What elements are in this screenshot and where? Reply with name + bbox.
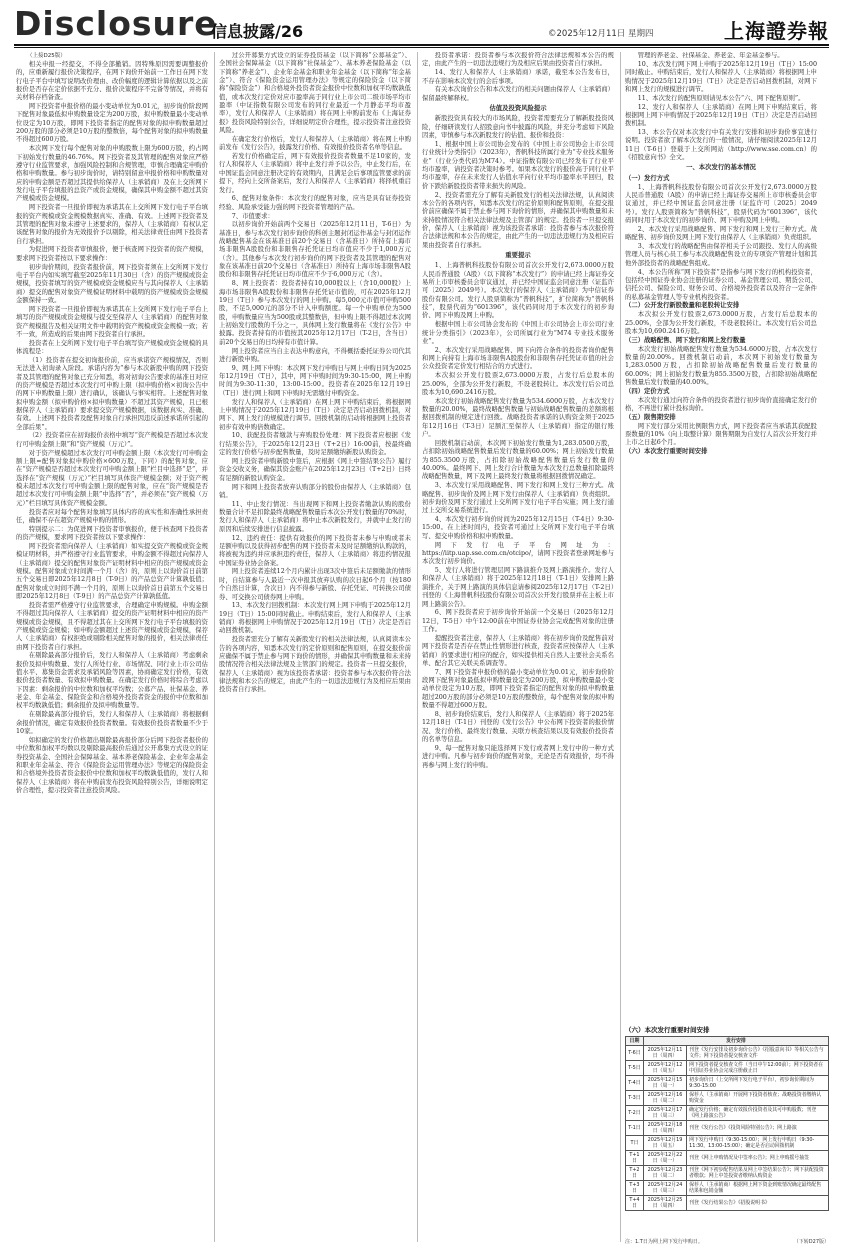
table-cell-date: 2025年12月17日（周三） — [643, 1106, 686, 1121]
paragraph: 10、本次发行网下网上申购于2025年12月19日（T日）15:00同时截止。申购结束后，发行人和保荐人（主承销商）将根据网上申购情况于2025年12月19日（T日）决定是否启动回拨机制，对网下和网上发行的规模进行调节。 — [625, 60, 817, 93]
table-cell-day: T-3日 — [626, 1091, 644, 1106]
paragraph: 网下投资者需向保荐人（主承销商）如实提交资产规模或资金规模证明材料，并严格遵守行业监管要求，申购金额不得超过向保荐人（主承销商）提交的配售对象资产证明材料中相应的资产规模或资金规模。配售对象成立时间满一个月（含）的，原则上以询价首日前第五个交易日即2025年12月8日（T-9日）的产品总资产计算孰低值；配售对象成立时间不满一个月的，原则上以询价首日前第五个交易日即2025年12月8日（T-9日）的产品总资产计算孰低值。 — [16, 542, 208, 600]
paragraph: 2、本次发行采用战略配售、网下发行和网上发行三种方式。战略配售、初步询价及网上网下发行由保荐人（主承销商）负责组织。 — [625, 225, 817, 242]
paragraph: 网下投资者一旦报价即视为承诺其在上交所网下发行电子平台填报的资产规模或资金规模数据真实、准确、有效。上述网下投资者及其管理的配售对象未遵守上述要求的，保荐人（主承销商）有权认定该配售对象的报价为无效报价予以剔除，相关法律责任由网下投资者自行承担。 — [16, 204, 208, 245]
table-header-row — [626, 1037, 829, 1046]
paragraph: 6、配售对象条件：本次发行的配售对象，应当是具有证券投资经验、风险承受能力强的网下投资者管理的产品。 — [219, 195, 411, 211]
table-cell-date: 2025年12月22日（周一） — [643, 1151, 686, 1166]
brand-title: Disclosure — [14, 4, 218, 43]
paragraph: 6、网下投资者应于初步询价开始前一个交易日（2025年12月12日，T-5日）中午12:00前在中国证券业协会完成配售对象的注册工作。 — [422, 609, 614, 634]
issue-date: ©2025年12月11日 星期四 — [548, 29, 654, 39]
column-divider — [620, 52, 621, 1242]
table-cell-plan: 网下投资者提交核查文件（当日中午12:00前）；网下投资者在中国证券业协会完成注册截止日 — [687, 1061, 829, 1076]
table-row — [626, 1196, 829, 1211]
footnote: 注：1.T日为网上网下发行申购日。 — [625, 1239, 703, 1245]
paragraph: 根据中国上市公司协会发布的《中国上市公司协会上市公司行业统计分类指引》（2023年），公司所属行业为“M74 专业技术服务业”。 — [422, 321, 614, 345]
paragraph: 在剔除最高部分报价后，发行人和保荐人（主承销商）将根据剩余报价情况，确定有效报价投资者数量。有效报价投资者数量不少于10家。 — [16, 711, 208, 735]
table-row — [626, 1106, 829, 1121]
paragraph: 若发行价格确定后，网下有效报价投资者数量不足10家的，发行人和保荐人（主承销商）将中止发行并予以公告，中止发行后，在中国证监会同意注册决定的有效期内，且满足会后事项监管要求的前提下，经向上交所备案后，发行人和保荐人（主承销商）将择机重启发行。 — [219, 153, 411, 194]
table-cell-plan: 刊登《网上申购情况及中签率公告》；网上申购摇号抽签 — [687, 1151, 829, 1166]
paragraph: 提醒投资者注意，保荐人（主承销商）将在初步询价及配售前对网下投资者是否存在禁止性情形进行核查，投资者应按保荐人（主承销商）的要求进行相应的配合，如实提供相关自然人主要社会关系名单、配合其它关联关系调查等。 — [422, 634, 614, 667]
table-cell-plan: 刊登《发行结果公告》《招股说明书》 — [687, 1196, 829, 1211]
paragraph: 特别提示二：为促进网下投资者审慎报价，便于核查网下投资者的资产规模，要求网下投资者按以下要求操作： — [16, 525, 208, 542]
paragraph: 网下投资者一旦报价即视为承诺其在上交所网下发行电子平台上填写的资产规模或资金规模与提交至保荐人（主承销商）的配售对象资产规模报告及相关证明文件中载明的资产规模或资金规模一致；若不一致，所造成的后果由网下投资者自行承担。 — [16, 305, 208, 338]
paragraph: 投资者需充分了解有关新股发行的相关法律法规，认真阅读本公告的各项内容，知悉本次发行的定价原则和配售原则，在提交报价前应确保不属于禁止参与网下询价的情形，并确保其申购数量和未来持股情况符合相关法律法规及主管部门的规定。投资者一旦提交报价，保荐人（主承销商）视为该投资者承诺：投资者参与本次报价符合法律法规和本公告的规定，由此产生的一切违法违规行为及相应后果由投资者自行承担。 — [219, 636, 411, 694]
table-cell-date: 2025年12月15日（周一） — [643, 1076, 686, 1091]
header-rule — [14, 44, 829, 46]
subsection-heading: （一）发行方式 — [625, 174, 670, 182]
table-cell-day: T-6日 — [626, 1046, 644, 1061]
table-row — [626, 1046, 829, 1061]
section-title: 信息披露/26 — [211, 22, 304, 41]
header-rule-thin — [14, 47, 829, 48]
newspaper-name: 上海證券報 — [724, 19, 829, 43]
paragraph: 2、本次发行采用战略配售、网下向符合条件的投资者询价配售和网上向持有上海市场非限售A股股份和非限售存托凭证市值的社会公众投资者定价发行相结合的方式进行。 — [422, 346, 614, 371]
paragraph: 网下投资者申报价格的最小变动单位为0.01元，初步询价阶段网下配售对象最低拟申购数量设定为200万股，拟申购数量最小变动单位设定为10万股，即网下投资者指定的配售对象的拟申购数量超过200万股的部分必须是10万股的整数倍，每个配售对象的拟申购数量不得超过600万股。 — [16, 103, 208, 144]
paragraph: 管理的养老金、社保基金、养老金、年金基金参与。 — [637, 52, 784, 59]
text-column-2 — [219, 52, 411, 1242]
table-cell-plan: 刊登《发行公告》《投资风险特别公告》；网上路演 — [687, 1121, 829, 1136]
table-row — [626, 1151, 829, 1166]
paragraph: 13、本次发行回拨机制：本次发行网上网下申购于2025年12月19日（T日）15:00同时截止。申购结束后，发行人和保荐人（主承销商）将根据网上申购情况于2025年12月19日（T日）决定是否启动回拨机制。 — [219, 602, 411, 635]
subsection-heading: （四）定价方式 — [625, 387, 670, 395]
subsection-heading: （二）公开发行新股数量和老股转让安排 — [625, 302, 740, 310]
paragraph: 5、发行人将进行管理层网下路演推介及网上路演推介。发行人和保荐人（主承销商）将于2025年12月18日（T-1日）安排网上路演推介，关于网上路演的具体信息请参阅2025年12月17日（T-2日）刊登的《上海普帆科技股份有限公司首次公开发行股票并在主板上市网上路演公告》。 — [422, 567, 614, 608]
table-header-date: 日期 — [626, 1037, 644, 1046]
paragraph: 投资者承诺：投资者参与本次报价符合法律法规和本公告的规定，由此产生的一切违法违规行为及相应后果由投资者自行承担。 — [422, 52, 614, 68]
paragraph: 本次拟公开发行股票2,673.0000万股，占发行后总股本的25.00%，全部为公开发行新股，不设老股转让。本次发行后公司总股本为10,690.2416万股。 — [422, 372, 614, 396]
paragraph: 投资者需严格遵守行业监管要求，合理确定申购规模。申购金额不得超过其向保荐人（主承销商）提交的资产证明材料中相应的资产规模或资金规模，且不得超过其在上交所网下发行电子平台填报的资产规模或资金规模；如申购金额超过上述资产规模或资金规模，保荐人（主承销商）有权拒绝或剔除相关配售对象的报价，相关法律责任由网下投资者自行承担。 — [16, 601, 208, 651]
table-cell-day: T日 — [626, 1136, 644, 1151]
table-cell-plan: 保荐人（主承销商）根据网上网下资金到账情况确定最终配售结果和包销金额 — [687, 1181, 829, 1196]
paragraph: 11、中止发行情况：当出现网下和网上投资者缴款认购的股份数量合计不足扣除最终战略配售数量后本次公开发行数量的70%时，发行人和保荐人（主承销商）将中止本次新股发行，并就中止发行的原因和后续安排进行信息披露。 — [219, 500, 411, 533]
paragraph: 13、本公告仅对本次发行中有关发行安排和初步询价事宜进行说明。投资者欲了解本次发行的一般情况，请仔细阅读2025年12月11日（T-6日）登载于上交所网站（http://www.sse.com.cn）的《招股意向书》全文。 — [625, 129, 817, 162]
paragraph: 8、网上投资者：投资者持有10,000股以上（含10,000股）上海市场非限售A股股份和非限售存托凭证市值的，可在2025年12月19日（T日）参与本次发行的网上申购。每5,000元市值可申购500股，不足5,000元的部分不计入申购额度。每一个申购单位为500股，申购数量应当为500股或其整数倍，但申购上限不得超过本次网上初始发行股数的千分之一，具体网上发行数量将在《发行公告》中披露。投资者持有的市值按其2025年12月17日（T-2日，含当日）前20个交易日的日均持有市值计算。 — [219, 280, 411, 346]
paragraph: 网上投资者连续12个月内累计出现3次中签后未足额缴款的情形时，自结算参与人最近一次申报其放弃认购的次日起6个月（按180个自然日计算，含次日）内不得参与新股、存托凭证、可转换公司债券、可交换公司债券网上申购。 — [219, 568, 411, 601]
text-column-1 — [16, 52, 208, 1242]
paragraph: 1、根据中国上市公司协会发布的《中国上市公司协会上市公司行业统计分类指引》（2023年），普帆科技所属行业为“专业技术服务业”（行业分类代码为M74）。中证指数有限公司已经发布了行业平均市盈率，请投资者决策时参考。如果本次发行的报价高于同行业平均市盈率，存在未来发行人估值水平向行业平均市盈率水平回归，股价下跌给新股投资者带来损失的风险。 — [422, 140, 614, 190]
paragraph: 本次发行通过向符合条件的投资者进行初步询价直接确定发行价格，不再进行累计投标询价。 — [625, 396, 817, 413]
column-divider — [214, 52, 215, 1242]
paragraph: 本次发行初始战略配售发行数量为534.6000万股，占本次发行数量的20.00%。回拨机制启动前，本次网下初始发行数量为1,283.0500万股，占扣除初始战略配售数量后发行数量的60.00%；网上初始发行数量为855.3500万股，占扣除初始战略配售数量后发行数量的40.00%。 — [625, 345, 817, 387]
page-header — [14, 4, 829, 43]
table-row — [626, 1121, 829, 1136]
table-cell-plan: 保荐人（主承销商）开展网下投资者核查；战略投资者缴纳认购资金 — [687, 1091, 829, 1106]
paragraph: 发行人和保荐人（主承销商）在网上网下申购结束后，将根据网上申购情况于2025年12月19日（T日）决定是否启动回拨机制，对网下、网上发行的规模进行调节。回拨机制的启动将根据网上投资者初步有效申购倍数确定。 — [219, 398, 411, 431]
subsection-heading: （三）战略配售、网下发行和网上发行数量 — [625, 336, 746, 344]
paragraph: 回拨机制启动前，本次网下初始发行数量为1,283.0500万股，占扣除初始战略配售数量后发行数量的60.00%；网上初始发行数量为855.3500万股，占扣除初始战略配售数量后发行数量的40.00%。最终网下、网上发行合计数量为本次发行总数量扣除最终战略配售数量，网下及网上最终发行数量将根据回拨情况确定。 — [422, 439, 614, 481]
paragraph: 网上投资者应当自主表达申购意向，不得概括委托证券公司代其进行新股申购。 — [219, 347, 411, 363]
paragraph: 7、网下投资者申报价格的最小变动单位为0.01元，初步询价阶段网下配售对象最低拟申购数量设定为200万股，拟申购数量最小变动单位设定为10万股，即网下投资者指定的配售对象的拟申购数量超过200万股的部分必须是10万股的整数倍，每个配售对象的拟申购数量不得超过600万股。 — [422, 668, 614, 710]
table-cell-day: T-4日 — [626, 1076, 644, 1091]
paragraph: 本次发行初始战略配售发行数量为534.6000万股，占本次发行数量的20.00%，最终战略配售数量与初始战略配售数量的差额将根据回拨机制的规定进行回拨。战略投资者承诺的认购资金须于2025年12月16日（T-3日）足额汇至保荐人（主承销商）指定的银行账户。 — [422, 397, 614, 439]
schedule-table — [625, 1036, 829, 1211]
paragraph: 9、每一配售对象只能选择网下发行或者网上发行中的一种方式进行申购。凡参与初步询价的配售对象，无论是否有效报价，均不得再参与网上发行的申购。 — [422, 744, 614, 769]
paragraph: 网上投资者申购新股中签后，应根据《网上中签结果公告》履行资金交收义务，确保其资金账户在2025年12月23日（T+2日）日终有足额的新股认购资金。 — [219, 458, 411, 482]
table-cell-day: T+3日 — [626, 1181, 644, 1196]
paragraph: 9、网上网下申购：本次网下发行申购日与网上申购日同为2025年12月19日（T日），其中，网下申购时间为9:30-15:00，网上申购时间为9:30-11:30，13:00-15:00。投资者在2025年12月19日（T日）进行网上和网下申购时无需缴付申购资金。 — [219, 364, 411, 397]
paragraph: 网下和网上投资者放弃认购部分的股份由保荐人（主承销商）包销。 — [219, 483, 411, 499]
paragraph: 相关申报一经提交，不得全部撤销。因特殊原因需要调整报价的，应重新履行报价决策程序，在网下询价开始前一工作日在网下发行电子平台中填写说明改价理由、改价幅度的逻辑计算依据以及之前报价是否存在定价依据不充分、报价决策程序不完备等情况，并将有关材料存档备查。 — [16, 60, 208, 102]
section-heading: 重要提示 — [505, 251, 531, 259]
paragraph: 1、上海普帆科技股份有限公司首次公开发行2,673.0000万股人民币普通股（A股）的申请已经上海证券交易所上市审核委员会审议通过，并已经中国证监会同意注册（证监许可〔2025〕2049号）。发行人股票简称为“普帆科技”，股票代码为“601396”，该代码同时用于本次发行的初步询价、网下申购及网上申购。 — [625, 183, 817, 225]
table-cell-date: 2025年12月24日（周三） — [643, 1181, 686, 1196]
table-cell-day: T-5日 — [626, 1061, 644, 1076]
paragraph: 4、本次发行初步询价时间为2025年12月15日（T-4日）9:30-15:00。在上述时间内，投资者可通过上交所网下发行电子平台填写、提交申购价格和拟申购数量。 — [422, 516, 614, 540]
paragraph: 4、本公告所称“网下投资者”是指参与网下发行的机构投资者，包括经中国证券业协会注册的证券公司、基金管理公司、期货公司、信托公司、保险公司、财务公司、合格境外投资者以及符合一定条件的私募基金管理人等专业机构投资者。 — [625, 268, 817, 301]
subsection-heading: （六）本次发行重要时间安排 — [625, 448, 708, 456]
paragraph: 11、本次发行的配售原则请见本公告“六、网下配售原则”。 — [637, 94, 805, 102]
paragraph: 投资者应对每个配售对象填写具体内容的真实性和准确性承担责任，确保不存在超资产规模申购的情形。 — [16, 508, 208, 524]
table-header-plan: 发行安排 — [643, 1037, 828, 1046]
paragraph: 网下发行电子平台网址为：https://iitp.uap.sse.com.cn/otcipo/，请网下投资者登录网址参与本次发行初步询价。 — [422, 541, 614, 566]
paragraph: 以初步询价开始前两个交易日（2025年12月11日，T-6日）为基准日，参与本次发行初步询价的科创主题封闭运作基金与封闭运作战略配售基金在该基准日前20个交易日（含基准日）所持有上海市场非限售A股股份和非限售存托凭证日均市值应不少于1,000万元（含）。其他参与本次发行初步询价的网下投资者及其管理的配售对象在该基准日前20个交易日（含基准日）所持有上海市场非限售A股股份和非限售存托凭证日均市值应不少于6,000万元（含）。 — [219, 221, 411, 279]
paragraph: 过公开募集方式设立的证券投资基金（以下简称“公募基金”）、全国社会保障基金（以下简称“社保基金”）、基本养老保险基金（以下简称“养老金”）、企业年金基金和职业年金基金（以下简称“年金基金”）、符合《保险资金运用管理办法》等规定的保险资金（以下简称“保险资金”）和合格境外投资者资金报价中位数和加权平均数孰低值，或本次发行定价对应市盈率高于同行业上市公司二级市场平均市盈率（中证指数有限公司发布的同行业最近一个月静态平均市盈率），发行人和保荐人（主承销商）将在网上申购前发布《上海证券报》投资风险特别公告，详细说明定价合理性，提示投资者注意投资风险。 — [219, 52, 411, 135]
paragraph: 10、获配投资者缴款与弃购股份处理：网下投资者应根据《发行结果公告》，于2025年12月23日（T+2日）16:00前，按最终确定的发行价格与初步配售数量，及时足额缴纳新股认购资金。 — [219, 432, 411, 457]
table-cell-date: 2025年12月25日（周四） — [643, 1196, 686, 1211]
paragraph: 12、违约责任：提供有效报价的网下投资者未参与申购或者未足额申购以及获得初步配售的网下投资者未及时足额缴纳认购款的，将被视为违约并应承担违约责任，保荐人（主承销商）将违约情况报中国证券业协会备案。 — [219, 534, 411, 567]
table-cell-plan: 确定发行价格；确定有效报价投资者及其可申购股数；刊登《网上路演公告》 — [687, 1106, 829, 1121]
text-column-4 — [625, 52, 817, 842]
paragraph: 3、本次发行的战略配售由保荐相关子公司跟投、发行人的高级管理人员与核心员工参与本次战略配售设立的专项资产管理计划和其他外部投资者的战略配售组成。 — [625, 243, 817, 267]
paragraph: 在剔除最高部分报价后，发行人和保荐人（主承销商）考虑剩余报价及拟申购数量、发行人所处行业、市场情况、同行业上市公司估值水平、募集资金需求及承销风险等因素，协商确定发行价格，有效报价投资者数量、有效拟申购数量。在确定发行价格时将综合考虑以下因素：剩余报价的中位数和加权平均数；公募产品、社保基金、养老金、年金基金、保险资金和合格境外投资者资金的报价中位数和加权平均数孰低值；剩余报价及拟申购数量等。 — [16, 652, 208, 710]
table-cell-day: T-2日 — [626, 1106, 644, 1121]
text-column-3 — [422, 52, 614, 1242]
table-cell-date: 2025年12月19日（周五） — [643, 1136, 686, 1151]
section-heading: 估值及投资风险提示 — [489, 105, 547, 113]
table-row — [626, 1166, 829, 1181]
paragraph: 为促进网下投资者审慎报价，便于核查网下投资者的资产规模，要求网下投资者按以下要求操作： — [16, 246, 208, 262]
paragraph: 14、发行人和保荐人（主承销商）承诺，截至本公告发布日，不存在影响本次发行的会后事项。 — [422, 69, 614, 85]
paragraph: （1）投资者在提交初询报价前，应当承诺资产规模情况，否则无法进入初询录入阶段。承诺内容为“参与本次新股申购的网下投资者及其管理的配售对象已充分知悉，将对初询公告要求的基准日对应的资产规模是否超过本次发行可申购上限（拟申购价格×初询公告中的网下申购数量上限）进行确认，该确认与事实相符。上述配售对象拟申购金额（拟申购价格×拟申购数量）不超过其资产规模，且已根据保荐人（主承销商）要求提交资产规模数据，该数据真实、准确、有效。上述网下投资者及配售对象自行承担因违反前述承诺所引起的全部后果”。 — [16, 356, 208, 431]
table-cell-date: 2025年12月18日（周四） — [643, 1121, 686, 1136]
paragraph: 投资者在上交所网下发行电子平台填写资产规模或资金规模的具体流程是： — [16, 339, 208, 356]
paragraph: 本次拟公开发行股票2,673.0000万股，占发行后总股本的25.00%，全部为公开发行新股，不设老股转让。本次发行后公司总股本为10,690.2416万股。 — [625, 311, 817, 335]
subsection-heading: （五）限售期安排 — [625, 413, 676, 421]
continued-note: （下转D27版） — [793, 1239, 829, 1245]
table-row — [626, 1076, 829, 1091]
schedule-title: （六）本次发行重要时间安排 — [625, 1026, 710, 1034]
paragraph: 新股投资具有较大的市场风险，投资者需要充分了解新股投资风险，仔细研读发行人招股意向书中披露的风险，并充分考虑如下风险因素，审慎参与本次新股发行的估值、报价和投资： — [422, 115, 614, 140]
paragraph: 在确定发行价格后，发行人和保荐人（主承销商）将在网上申购前发布《发行公告》，披露发行价格、有效报价投资者名单等信息。 — [219, 135, 411, 152]
table-cell-day: T+4日 — [626, 1196, 644, 1211]
table-cell-day: T+2日 — [626, 1166, 644, 1181]
paragraph: 7、市值要求： — [231, 212, 274, 220]
table-cell-day: T+1日 — [626, 1151, 644, 1166]
table-cell-date: 2025年12月12日（周五） — [643, 1061, 686, 1076]
table-cell-plan: 网下发行申购日（9:30-15:00）；网上发行申购日（9:30-11:30，13:00-15:00）；确定是否启动回拨机制 — [687, 1136, 829, 1151]
section-heading: 一、本次发行的基本情况 — [686, 164, 756, 172]
table-cell-plan: 初步询价日（上交所网下发行电子平台），初步询价期间为9:30-15:00 — [687, 1076, 829, 1091]
paragraph: 3、本次发行采用战略配售、网下发行和网上发行三种方式。战略配售、初步询价及网上网下发行由保荐人（主承销商）负责组织。初步询价及网下发行通过上交所网下发行电子平台实施；网上发行通过上交所交易系统进行。 — [422, 482, 614, 515]
paragraph: 有关本次询价公告和本次发行的相关问题由保荐人（主承销商）保留最终解释权。 — [422, 86, 614, 102]
table-cell-date: 2025年12月16日（周二） — [643, 1091, 686, 1106]
table-cell-plan: 刊登《发行安排及初步询价公告》《招股意向书》等相关公告与文件；网下投资者提交核查文件 — [687, 1046, 829, 1061]
page-footer — [625, 1238, 829, 1245]
paragraph: 如拟确定的发行价格超出剔除最高报价部分后网下投资者报价的中位数和加权平均数以及剔除最高报价后通过公开募集方式设立的证券投资基金、全国社会保障基金、基本养老保险基金、企业年金基金和职业年金基金、符合《保险资金运用管理办法》等规定的保险资金和合格境外投资者资金报价中位数和加权平均数孰低值的，发行人和保荐人（主承销商）将在申购前发布投资风险特别公告，详细说明定价合理性，提示投资者注意投资风险。 — [16, 736, 208, 794]
table-row — [626, 1091, 829, 1106]
paragraph: 网下发行部分采用比例限售方式，网下投资者应当承诺其获配股票数量的10%（向上取整计算）限售期限为自发行人首次公开发行并上市之日起6个月。 — [625, 422, 817, 447]
paragraph: 本次网下发行每个配售对象的申购股数上限为600万股，约占网下初始发行数量的46.76%。网下投资者及其管理的配售对象应严格遵守行业监管要求，加强风险控制和合规管理，审慎合理确定申购价格和申购数量。参与初步询价时，请特别留意申报价格和申购数量对应的申购金额是否超过其提供给保荐人（主承销商）及在上交所网下发行电子平台填报的总资产或资金规模，确保其申购金额不超过其资产规模或资金规模。 — [16, 145, 208, 203]
table-cell-plan: 刊登《网下初步配售结果及网上中签结果公告》；网下获配投资者缴款；网上中签投资者缴纳认购资金 — [687, 1166, 829, 1181]
continuation-tag: （上接D25版） — [27, 53, 66, 59]
table-row — [626, 1061, 829, 1076]
paragraph: 对于资产规模超过本次发行可申购金额上限（本次发行可申购金额上限=配售对象拟申购价格×600万股，下同）的配售对象，应在“资产规模是否超过本次发行可申购金额上限”栏目中选择“是”，并选择在“资产规模（万元）”栏目填写具体资产规模金额；对于资产规模未超过本次发行可申购金额上限的配售对象，应在“资产规模是否超过本次发行可申购金额上限”中选择“否”，并必须在“资产规模（万元）”栏目填写具体资产规模金额。 — [16, 449, 208, 507]
table-cell-date: 2025年12月23日（周二） — [643, 1166, 686, 1181]
paragraph: 2、投资者需充分了解有关新股发行的相关法律法规，认真阅读本公告的各项内容，知悉本次发行的定价原则和配售原则，在提交报价前应确保不属于禁止参与网下询价的情形，并确保其申购数量和未来持股情况符合相关法律法规及主管部门的规定。投资者一旦提交报价，保荐人（主承销商）视为该投资者承诺：投资者参与本次报价符合法律法规和本公告的规定，由此产生的一切违法违规行为及相应后果由投资者自行承担。 — [422, 191, 614, 249]
paragraph: 12、发行人和保荐人（主承销商）在网上网下申购结束后，将根据网上网下申购情况于2025年12月19日（T日）决定是否启动回拨机制。 — [625, 103, 817, 128]
table-row — [626, 1181, 829, 1196]
table-cell-date: 2025年12月11日（周四） — [643, 1046, 686, 1061]
paragraph: （2）投资者应在初询报价表格中填写“资产规模是否超过本次发行可申购金额上限”和“资产规模（万元）”。 — [16, 432, 208, 448]
table-cell-day: T-1日 — [626, 1121, 644, 1136]
paragraph: 1、上海普帆科技股份有限公司首次公开发行2,673.0000万股人民币普通股（A股）（以下简称“本次发行”）的申请已经上海证券交易所上市审核委员会审议通过，并已经中国证监会同意注册（证监许可〔2025〕2049号）。本次发行的保荐人（主承销商）为中信证券股份有限公司。发行人股票简称为“普帆科技”，扩位简称为“普帆科技”，股票代码为“601396”，该代码同时用于本次发行的初步询价、网下申购及网上申购。 — [422, 262, 614, 320]
paragraph: 8、初步询价结束后，发行人和保荐人（主承销商）将于2025年12月18日（T-1日）刊登的《发行公告》中公布网下投资者的报价情况、发行价格、最终发行数量、关联方核查结果以及有效报价投资者的名单等信息。 — [422, 710, 614, 743]
column-divider — [417, 52, 418, 1242]
paragraph: 初步询价期间，投资者报价前，网下投资者须在上交所网下发行电子平台内如实填写截至2025年11月30日（含）的资产规模或资金规模，投资者填写的资产规模或资金规模应当与其向保荐人（主承销商）提交的配售对象资产规模证明材料中载明的资产规模或资金规模金额保持一致。 — [16, 263, 208, 304]
table-row — [626, 1136, 829, 1151]
schedule-table-block — [625, 1025, 829, 1211]
